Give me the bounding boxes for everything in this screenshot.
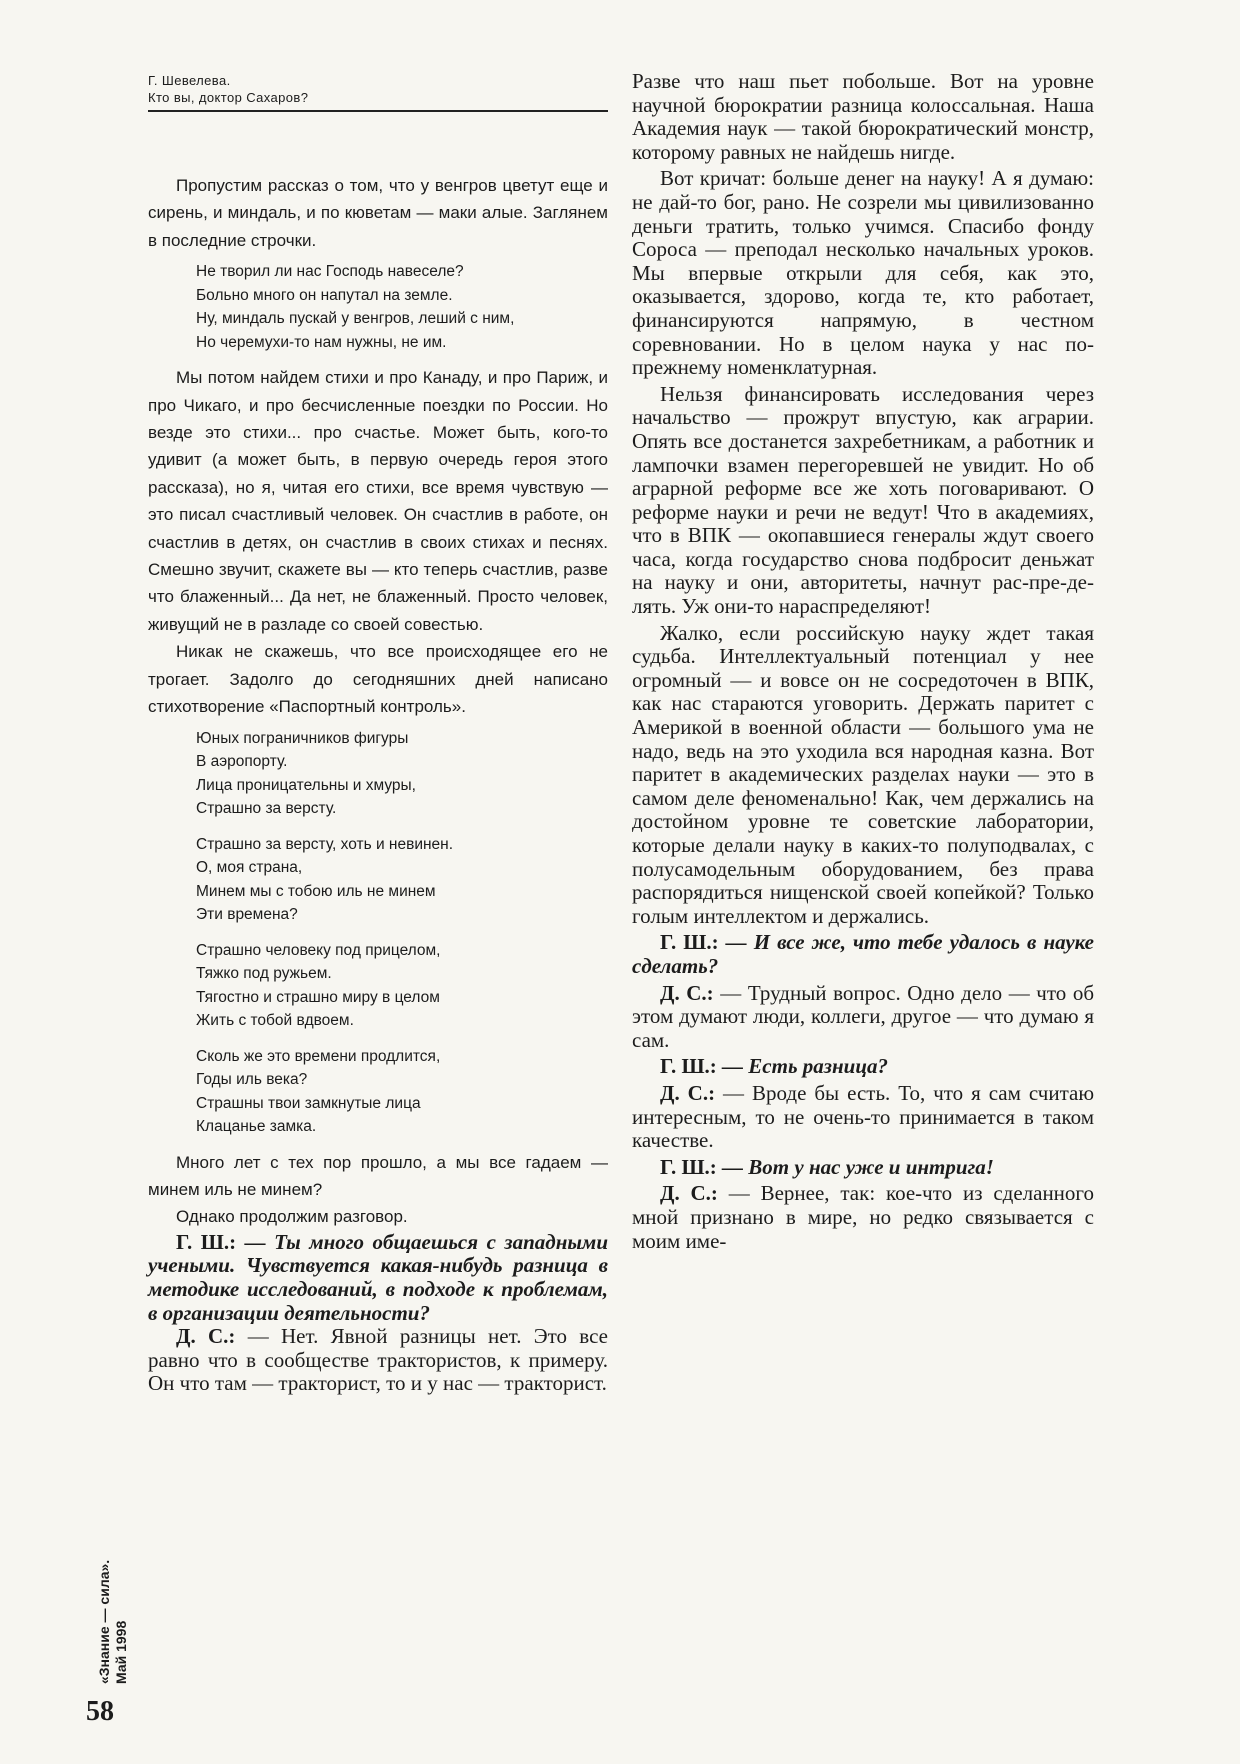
- poem-line: Больно много он напутал на земле.: [196, 286, 453, 304]
- poem-stanza: [196, 833, 608, 927]
- poem-line: Страшно за версту.: [196, 800, 337, 817]
- poem-stanza: [196, 727, 608, 821]
- poem-line: Клацанье замка.: [196, 1118, 317, 1135]
- paragraph: Мы потом найдем стихи и про Канаду, и про Париж, и про Чикаго, и про бесчисленные поездки по России. Но везде это стихи... про счастье. Может быть, кого-то удивит (а может быть, в первую очередь героя этого рассказа), но я, читая его стихи, все время чувствую — это писал счастливый человек. Он счастлив в работе, он счастлив в детях, он счастлив в своих стихах и песнях. Смешно звучит, скажете вы — кто теперь счастлив, разве что блаженный... Да нет, не блаженный. Просто человек, живущий не в разладе со своей совестью.: [148, 368, 608, 634]
- poem-line: Тягостно и страшно миру в целом: [196, 988, 440, 1006]
- poem-stanza: [196, 1045, 608, 1139]
- paragraph: Пропустим рассказ о том, что у венгров цветут еще и сирень, и миндаль, и по кюветам — маки алые. Заглянем в последние строчки.: [148, 176, 608, 250]
- poem-line: Минем мы с тобою иль не минем: [196, 882, 436, 900]
- page-number: 58: [86, 1696, 114, 1727]
- question-text: — Есть разница?: [722, 1054, 889, 1079]
- poem-line: Не творил ли нас Господь навеселе?: [196, 263, 464, 281]
- poem-line: Страшны твои замкнутые лица: [196, 1094, 421, 1112]
- interview-answer: [632, 1182, 1094, 1253]
- question-text: — Вот у нас уже и интрига!: [722, 1154, 994, 1179]
- journal-caption-rotated: [96, 1464, 130, 1684]
- poem-passport-control: [196, 727, 608, 1139]
- poem-line: Ну, миндаль пускай у венгров, леший с ним,: [196, 310, 515, 328]
- running-head-title: Кто вы, доктор Сахаров?: [148, 90, 309, 105]
- speaker-label: Г. Ш.:: [660, 1054, 717, 1079]
- poem-line: В аэропорту.: [196, 753, 288, 770]
- poem-line: Эти времена?: [196, 906, 298, 923]
- journal-side-caption: [96, 1464, 156, 1684]
- poem-line: Тяжко под ружьем.: [196, 965, 332, 982]
- running-head-author: Г. Шевелева.: [148, 73, 231, 88]
- paragraph: Вот кричат: больше денег на науку! А я думаю: не дай-то бог, рано. Не созрели мы цивилизованно деньги тратить, только учимся. Спасибо фонду Сороса — преподал несколько начальных уроков. Мы впервые открыли для себя, как это, оказывается, здорово, когда те, кто работает, финансируются напрямую, в честном соревновании. Но в целом наука у нас по-прежнему номенклатурная.: [632, 166, 1094, 380]
- poem-stanza: [196, 939, 608, 1033]
- running-head: [148, 72, 608, 112]
- journal-name: «Знание — сила».: [96, 1559, 112, 1684]
- paragraph: Много лет с тех пор прошло, а мы все гадаем — минем иль не минем?: [148, 1152, 608, 1199]
- poem-line: Юных пограничников фигуры: [196, 729, 409, 747]
- interview-answer: [632, 982, 1094, 1053]
- poem-line: Сколь же это времени продлится,: [196, 1047, 441, 1065]
- poem-excerpt: [196, 260, 608, 354]
- journal-issue-date: Май 1998: [113, 1620, 129, 1684]
- paragraph: Разве что наш пьет побольше. Вот на уровне научной бюрократии разница колоссальная. Наша Академия наук — такой бюрократический монстр, которому равных не найдешь нигде.: [632, 69, 1094, 164]
- question-text: — Ты много общаешься с западными учеными. Чувствуется какая-нибудь разница в методике исследований, в подходе к проблемам, в организации деятельности?: [148, 1229, 608, 1325]
- interview-question: [632, 1156, 1094, 1180]
- poem-line: О, моя страна,: [196, 859, 303, 876]
- speaker-label: Г. Ш.:: [660, 1154, 717, 1179]
- left-column: [148, 172, 608, 1396]
- poem-stanza: [196, 260, 608, 354]
- speaker-label: Г. Ш.:: [660, 930, 719, 955]
- speaker-label: Г. Ш.:: [176, 1229, 237, 1254]
- paragraph: Жалко, если российскую науку ждет такая судьба. Интеллектуальный потенциал у нее огромный — и вовсе он не сосредоточен в ВПК, как нас стараются уговорить. Держать паритет с Америкой в военной области — большого ума не надо, ведь на это уходила вся народная казна. Вот паритет в академических разделах науки — это в самом деле феноменально! Как, чем держались на достойном уровне те советские лаборатории, которые делали науку в каких-то полуподвалах, с полусамодельным оборудованием, без права распорядиться нищенской своей копейкой? Только голым интеллектом и держались.: [632, 620, 1094, 928]
- answer-text: — Трудный вопрос. Одно дело — что об этом думают люди, коллеги, другое — что думаю я сам.: [632, 980, 1095, 1052]
- question-text: — И все же, что тебе удалось в науке сделать?: [632, 930, 1095, 978]
- poem-line: Годы иль века?: [196, 1071, 308, 1088]
- poem-line: Лица проницательны и хмуры,: [196, 776, 416, 794]
- answer-text: — Вернее, так: кое-что из сделанного мной признано в мире, но редко связывается с моим име-: [632, 1181, 1095, 1253]
- speaker-label: Д. С.:: [176, 1324, 236, 1349]
- right-column: [632, 70, 1094, 1253]
- speaker-label: Д. С.:: [660, 1181, 718, 1206]
- answer-text: — Вроде бы есть. То, что я сам считаю интересным, то не очень-то принимается в таком качестве.: [632, 1080, 1095, 1153]
- answer-text: — Нет. Явной разницы нет. Это все равно что в сообществе трактористов, к примеру. Он что там — тракторист, то и у нас — тракторист.: [148, 1324, 608, 1396]
- paragraph: Никак не скажешь, что все происходящее его не трогает. Задолго до сегодняшних дней написано стихотворение «Паспортный контроль».: [148, 642, 608, 717]
- speaker-label: Д. С.:: [660, 980, 714, 1005]
- poem-line: Страшно человеку под прицелом,: [196, 941, 441, 959]
- interview-question: [632, 931, 1094, 978]
- speaker-label: Д. С.:: [660, 1080, 716, 1105]
- poem-line: Страшно за версту, хоть и невинен.: [196, 835, 454, 853]
- paragraph: Нельзя финансировать исследования через начальство — прожрут впустую, как аграрии. Опять все достанется захребетникам, а работник и лампочки взамен перегоревшей не увидит. Но об аграрной реформе все же хоть поговаривают. О реформе науки и речи не ведут! Что в академиях, что в ВПК — окопавшиеся генералы ждут своего часа, когда государство снова подбросит деньжат на науку и они, авторитеты, начнут рас-пре-де-лять. Уж они-то нараспределяют!: [632, 381, 1094, 619]
- interview-question: [148, 1231, 608, 1325]
- interview-answer: [148, 1325, 608, 1396]
- poem-line: Но черемухи-то нам нужны, не им.: [196, 333, 447, 351]
- interview-question: [632, 1055, 1094, 1079]
- paragraph: Однако продолжим разговор.: [176, 1207, 408, 1227]
- interview-answer: [632, 1082, 1094, 1153]
- poem-line: Жить с тобой вдвоем.: [196, 1012, 354, 1029]
